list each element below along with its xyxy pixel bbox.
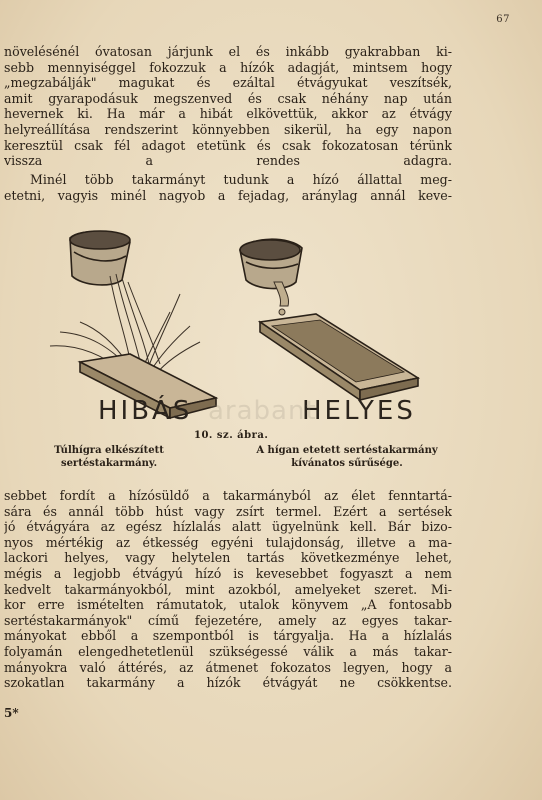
text-line: mégis a legjobb étvágyú hízó is kevesebbet fogyaszt a nem: [4, 565, 452, 581]
text-line: etetni, vagyis minél nagyob a fejadag, aránylag annál keve-: [4, 187, 452, 203]
trough-right: [260, 314, 418, 400]
text-line: kor erre ismételten rámutatok, utalok könyvem „A fontosabb: [4, 597, 452, 613]
text-line: sára és annál több húst vagy zsírt termel. Ezért a sertések: [4, 503, 452, 519]
text-line: Minél több takarmányt tudunk a hízó állattal meg-: [30, 172, 452, 187]
text-line: jó étvágyára az egész hízlalás alatt ügyelnünk kell. Bár bizo-: [4, 519, 452, 535]
paragraph-2: [4, 172, 452, 203]
text-line: vissza a rendes adagra.: [4, 153, 452, 169]
signature-mark: 5*: [4, 706, 19, 720]
text-line: sebbet fordít a hízósüldő a takarmányból az élet fenntartá-: [4, 488, 452, 503]
caption-left: [34, 444, 184, 470]
watermark: arabant: [208, 396, 317, 426]
text-line: hevernek ki. Ha már a hibát elkövettük, akkor az étvágy: [4, 106, 452, 122]
text-line: folyamán elengedhetetlenül szükségessé válik a más takar-: [4, 643, 452, 659]
text-line: növelésénél óvatosan járjunk el és inkább gyakrabban ki-: [4, 44, 452, 59]
caption-right-line: A hígan etetett sertéstakarmány: [256, 445, 438, 456]
caption-right: [242, 444, 452, 470]
text-line: szokatlan takarmány a hízók étvágyát ne csökkentse.: [4, 675, 452, 691]
caption-left-line: Túlhígra elkészített: [54, 445, 164, 456]
text-line: nyos mértékig az étkesség egyéni tulajdonság, illetve a ma-: [4, 534, 452, 550]
text-line: mányokra való áttérés, az átmenet fokozatos legyen, hogy a: [4, 659, 452, 675]
text-line: sertéstakarmányok" című fejezetére, amely az egyes takar-: [4, 612, 452, 628]
paragraph-1: [4, 44, 452, 169]
caption-left-line: sertéstakarmány.: [60, 458, 158, 469]
text-line: lackori helyes, vagy helytelen tartás következménye lehet,: [4, 550, 452, 566]
text-line: mányokat ebből a szempontból is tárgyalja. Ha a hízlalás: [4, 628, 452, 644]
bucket-left-icon: [70, 231, 130, 285]
text-line: helyreállítása rendszerint könnyebben sikerül, ha egy napon: [4, 121, 452, 137]
label-wrong: HIBÁS: [98, 396, 193, 426]
caption-right-line: kívánatos sűrűsége.: [291, 458, 403, 469]
figure-10: [20, 222, 460, 472]
paragraph-3: [4, 488, 452, 691]
label-correct: HELYES: [302, 396, 416, 426]
bucket-right-icon: [240, 239, 302, 288]
figure-number: 10. sz. ábra.: [194, 430, 269, 441]
text-line: „megzabálják" magukat és ezáltal étvágyukat veszítsék,: [4, 75, 452, 91]
text-line: keresztül csak fél adagot etetünk és csak fokozatosan térünk: [4, 137, 452, 153]
text-line: sebb mennyiséggel fokozzuk a hízók adagját, mintsem hogy: [4, 59, 452, 75]
page-number: 67: [496, 14, 510, 25]
text-line: amit gyarapodásuk megszenved és csak néhány nap után: [4, 90, 452, 106]
text-line: kedvelt takarmányokból, mint azokból, amelyeket szeret. Mi-: [4, 581, 452, 597]
